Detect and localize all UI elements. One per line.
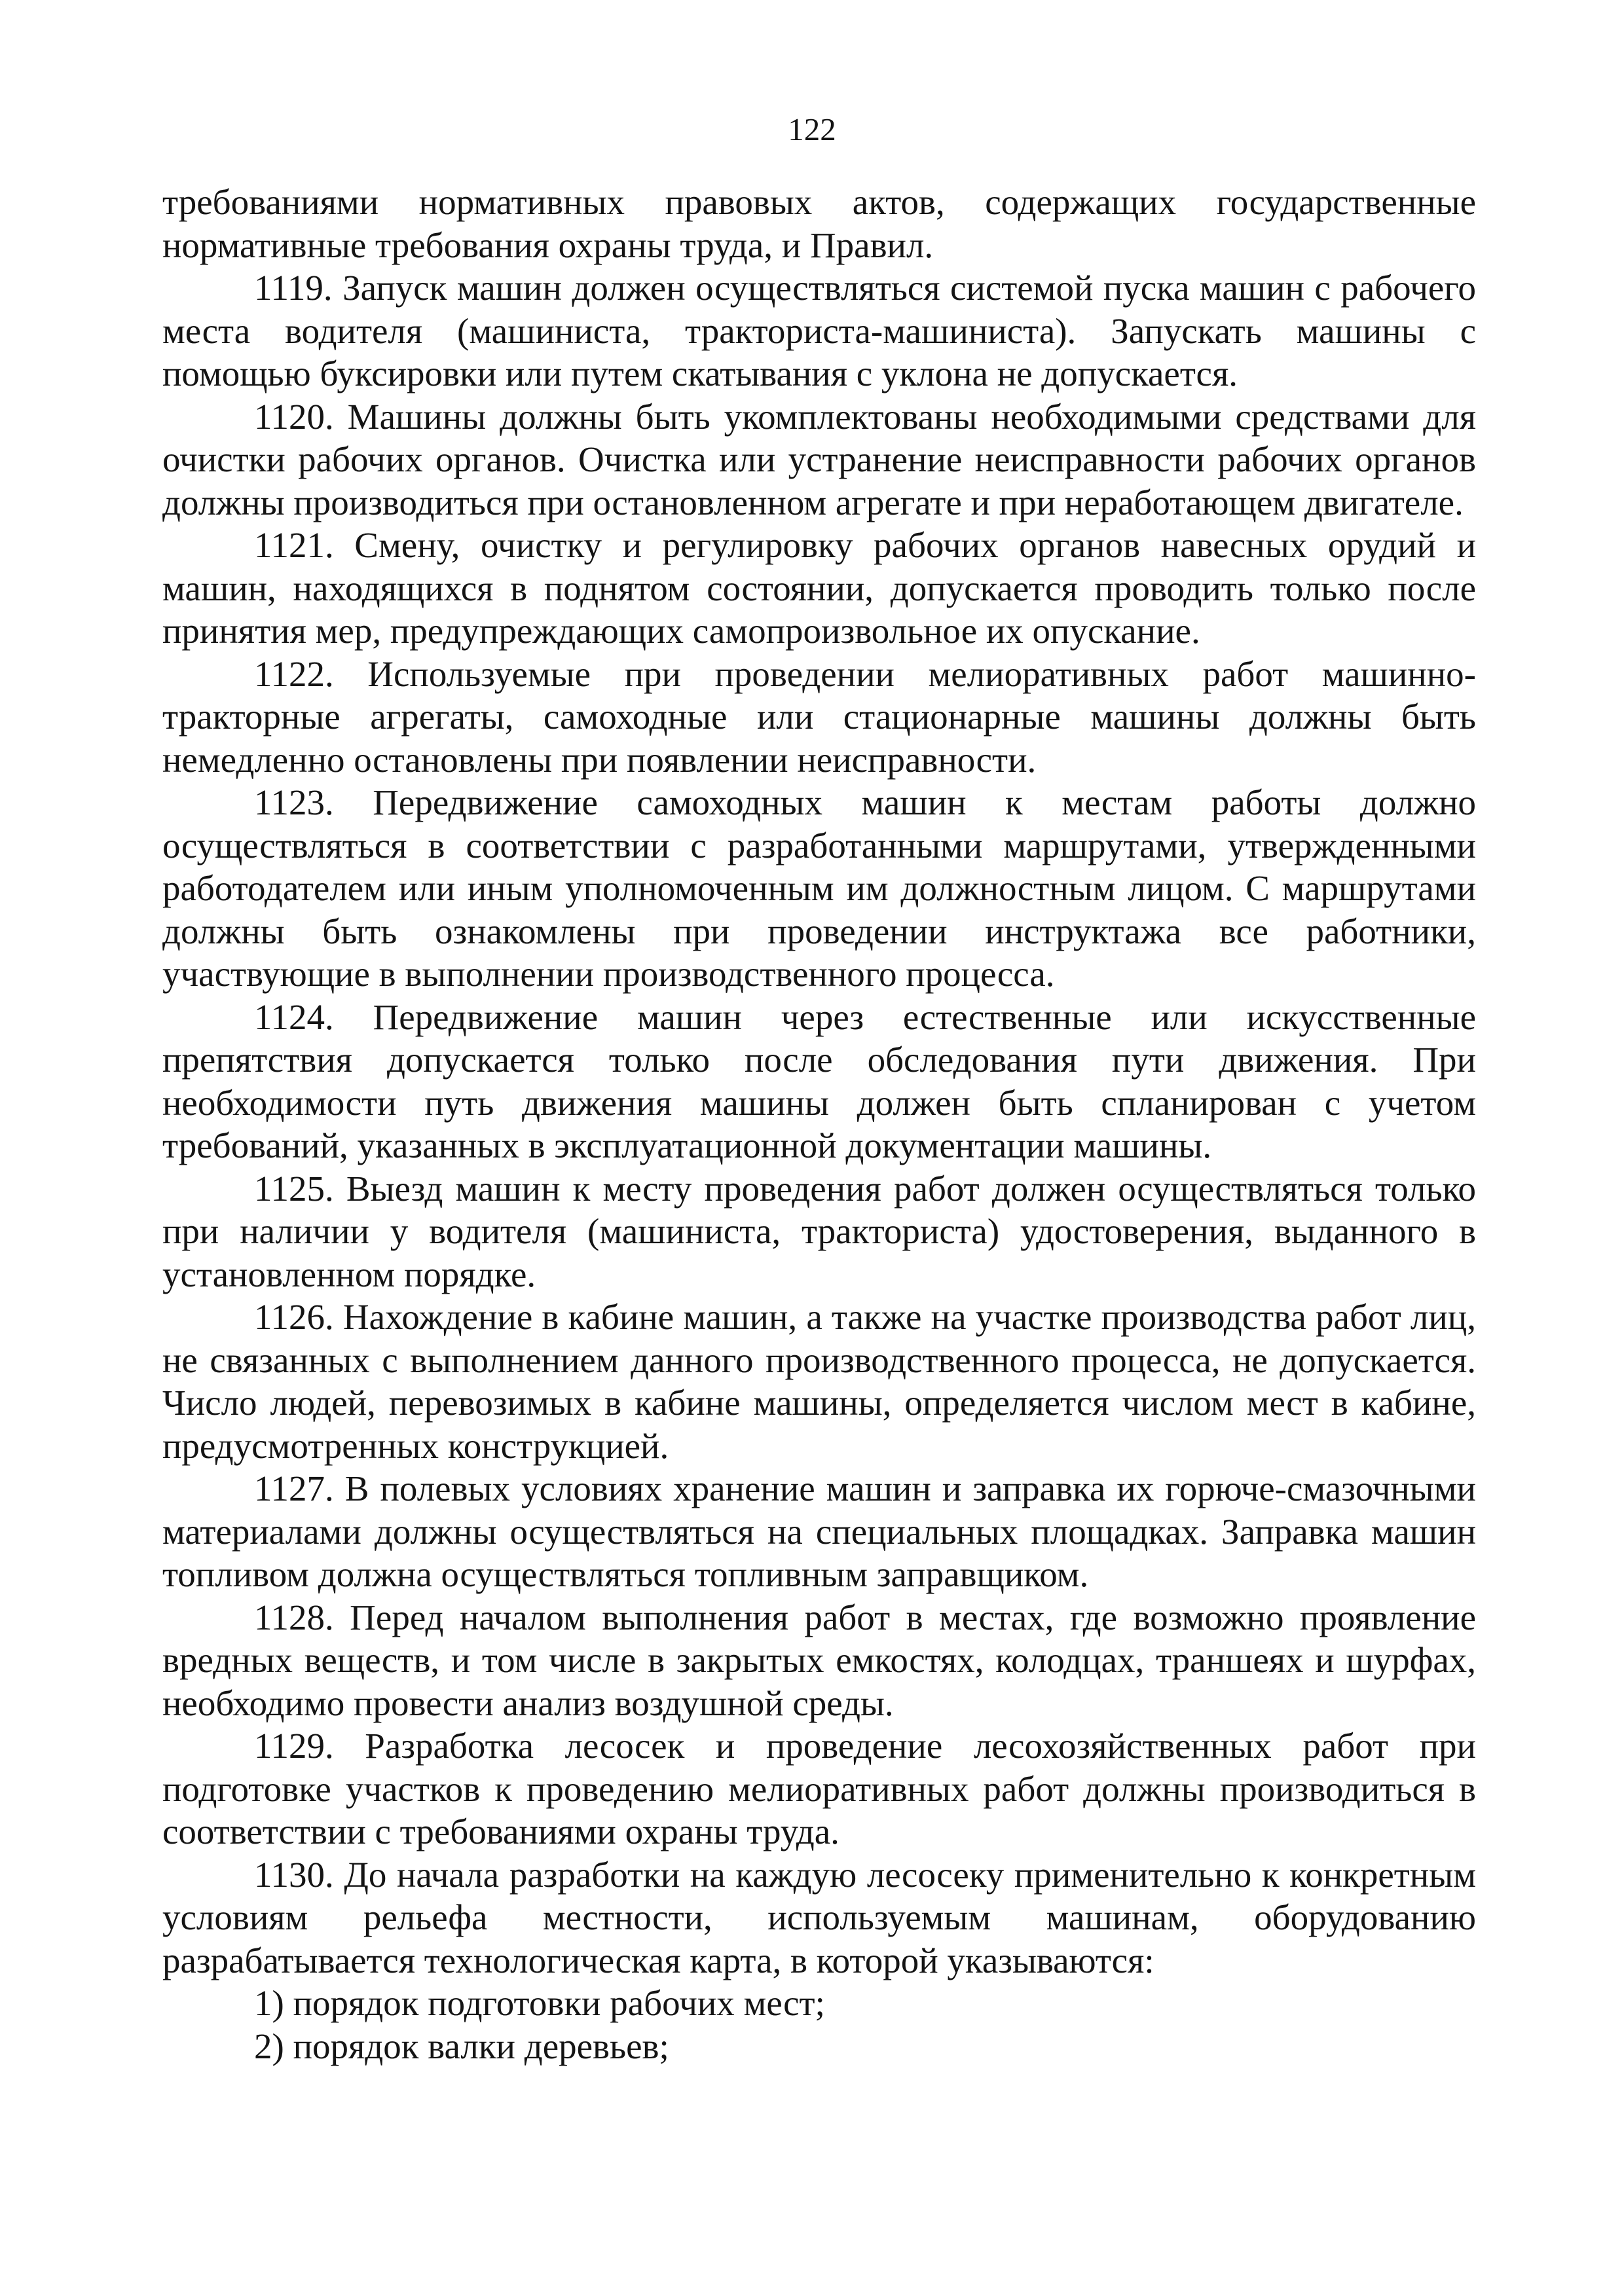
paragraph-1124: 1124. Передвижение машин через естественные или искусственные препятствия допускается только после обследования пути движения. При необходимости путь движения машины должен быть спланирован с учетом требований, указанных в эксплуатационной документации машины.: [162, 996, 1476, 1165]
paragraph-1121: 1121. Смену, очистку и регулировку рабочих органов навесных орудий и машин, находящихся в поднятом состоянии, допускается проводить только после принятия мер, предупреждающих самопроизвольное их опускание.: [162, 525, 1476, 651]
list-item: 1) порядок подготовки рабочих мест;: [254, 1983, 825, 2023]
paragraph-1129: 1129. Разработка лесосек и проведение лесохозяйственных работ при подготовке участков к проведению мелиоративных работ должны производиться в соответствии с требованиями охраны труда.: [162, 1726, 1476, 1851]
paragraph-1127: 1127. В полевых условиях хранение машин и заправка их горюче-смазочными материалами должны осуществляться на специальных площадках. Заправка машин топливом должна осуществляться топливным заправщиком.: [162, 1468, 1476, 1594]
list-item: 2) порядок валки деревьев;: [254, 2026, 669, 2066]
paragraph-1122: 1122. Используемые при проведении мелиоративных работ машинно-тракторные агрегаты, самоходные или стационарные машины должны быть немедленно остановлены при появлении неисправности.: [162, 653, 1476, 780]
paragraph-1125: 1125. Выезд машин к месту проведения работ должен осуществляться только при наличии у водителя (машиниста, тракториста) удостоверения, выданного в установленном порядке.: [162, 1168, 1476, 1294]
paragraph-1120: 1120. Машины должны быть укомплектованы необходимыми средствами для очистки рабочих органов. Очистка или устранение неисправности рабочих органов должны производиться при остановленном агрегате и при неработающем двигателе.: [162, 396, 1476, 522]
paragraph-continuation: требованиями нормативных правовых актов, содержащих государственные нормативные требования охраны труда, и Правил.: [162, 182, 1476, 265]
paragraph-1123: 1123. Передвижение самоходных машин к местам работы должно осуществляться в соответствии с разработанными маршрутами, утвержденными работодателем или иным уполномоченным им должностным лицом. С маршрутами должны быть ознакомлены при проведении инструктажа все работники, участвующие в выполнении производственного процесса.: [162, 782, 1476, 994]
paragraph-1128: 1128. Перед началом выполнения работ в местах, где возможно проявление вредных веществ, и том числе в закрытых емкостях, колодцах, траншеях и шурфах, необходимо провести анализ воздушной среды.: [162, 1597, 1476, 1723]
document-body: [162, 181, 1476, 2068]
page-number: 122: [788, 111, 836, 147]
paragraph-1126: 1126. Нахождение в кабине машин, а также на участке производства работ лиц, не связанных с выполнением данного производственного процесса, не допускается. Число людей, перевозимых в кабине машины, определяется числом мест в кабине, предусмотренных конструкцией.: [162, 1297, 1476, 1466]
paragraph-1119: 1119. Запуск машин должен осуществляться системой пуска машин с рабочего места водителя (машиниста, тракториста-машиниста). Запускать машины с помощью буксировки или путем скатывания с уклона не допускается.: [162, 268, 1476, 393]
paragraph-1130: 1130. До начала разработки на каждую лесосеку применительно к конкретным условиям рельефа местности, используемым машинам, оборудованию разрабатывается технологическая карта, в которой указываются:: [162, 1854, 1476, 1980]
